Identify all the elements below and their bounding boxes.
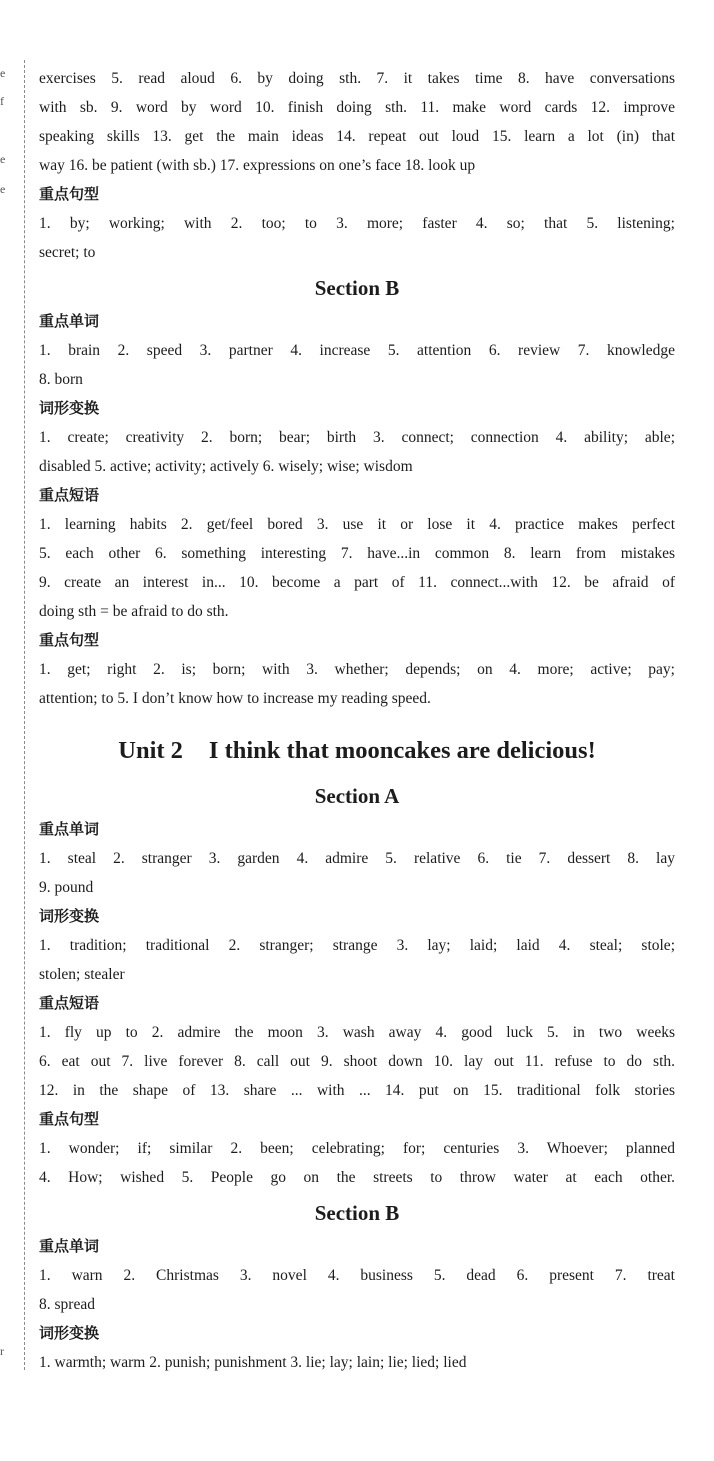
margin-mark: f — [0, 94, 4, 108]
sentences-label: 重点句型 — [39, 631, 100, 649]
unit-number: Unit 2 — [118, 737, 183, 764]
text-line: 1. get; right 2. is; born; with 3. whether; depends; on 4. more; active; pay; — [39, 661, 675, 678]
text-line: 1. by; working; with 2. too; to 3. more; faster 4. so; that 5. listening; — [39, 215, 675, 232]
margin-mark: r — [0, 1344, 4, 1358]
text-line: way 16. be patient (with sb.) 17. expressions on one’s face 18. look up — [39, 157, 476, 174]
phrases-label: 重点短语 — [39, 486, 100, 504]
sentences-label: 重点句型 — [39, 1110, 100, 1128]
words-label: 重点单词 — [39, 312, 100, 330]
section-heading: Section B — [314, 276, 400, 300]
text-line: with sb. 9. word by word 10. finish doing sth. 11. make word cards 12. improve — [39, 99, 675, 116]
margin-mark: e — [0, 182, 6, 196]
text-line: 1. brain 2. speed 3. partner 4. increase 5. attention 6. review 7. knowledge — [39, 342, 675, 359]
margin-mark: e — [0, 152, 6, 166]
unit-name: I think that mooncakes are delicious! — [208, 737, 596, 764]
text-line: disabled 5. active; activity; actively 6. wisely; wise; wisdom — [39, 458, 413, 475]
text-line: 1. learning habits 2. get/feel bored 3. use it or lose it 4. practice makes perfect — [39, 516, 675, 533]
text-line: 9. create an interest in... 10. become a part of 11. connect...with 12. be afraid of — [39, 574, 675, 591]
text-line: doing sth = be afraid to do sth. — [39, 603, 229, 620]
text-line: 1. create; creativity 2. born; bear; birth 3. connect; connection 4. ability; able; — [39, 429, 675, 446]
text-line: 8. spread — [39, 1296, 95, 1313]
text-line: secret; to — [39, 244, 96, 261]
text-line: 5. each other 6. something interesting 7. have...in common 8. learn from mistakes — [39, 545, 675, 562]
text-line: 8. born — [39, 371, 83, 388]
words-label: 重点单词 — [39, 1237, 100, 1255]
margin-mark: e — [0, 66, 6, 80]
text-line: speaking skills 13. get the main ideas 14. repeat out loud 15. learn a lot (in) that — [39, 128, 675, 145]
section-heading: Section A — [314, 784, 400, 808]
words-label: 重点单词 — [39, 820, 100, 838]
text-line: exercises 5. read aloud 6. by doing sth. 7. it takes time 8. have conversations — [39, 70, 675, 87]
text-line: 1. wonder; if; similar 2. been; celebrating; for; centuries 3. Whoever; planned — [39, 1140, 675, 1157]
sentences-label: 重点句型 — [39, 185, 100, 203]
section-heading: Section B — [314, 1201, 400, 1225]
binding-margin-line — [24, 60, 25, 1370]
text-line: 9. pound — [39, 879, 94, 896]
text-line: 1. steal 2. stranger 3. garden 4. admire 5. relative 6. tie 7. dessert 8. lay — [39, 850, 675, 867]
forms-label: 词形变换 — [39, 399, 100, 417]
text-line: attention; to 5. I don’t know how to increase my reading speed. — [39, 690, 431, 707]
unit-title — [39, 727, 675, 775]
text-line: 1. warn 2. Christmas 3. novel 4. business 5. dead 6. present 7. treat — [39, 1267, 675, 1284]
text-line: stolen; stealer — [39, 966, 125, 983]
text-line: 4. How; wished 5. People go on the streets to throw water at each other. — [39, 1169, 675, 1186]
forms-label: 词形变换 — [39, 1324, 100, 1342]
answer-key-page — [39, 64, 675, 1377]
phrases-label: 重点短语 — [39, 994, 100, 1012]
forms-label: 词形变换 — [39, 907, 100, 925]
text-line: 1. warmth; warm 2. punish; punishment 3. lie; lay; lain; lie; lied; lied — [39, 1354, 467, 1371]
text-line: 1. fly up to 2. admire the moon 3. wash away 4. good luck 5. in two weeks — [39, 1024, 675, 1041]
text-line: 12. in the shape of 13. share ... with ... 14. put on 15. traditional folk stories — [39, 1082, 675, 1099]
text-line: 1. tradition; traditional 2. stranger; strange 3. lay; laid; laid 4. steal; stole; — [39, 937, 675, 954]
phrases-continued — [39, 64, 675, 180]
text-line: 6. eat out 7. live forever 8. call out 9. shoot down 10. lay out 11. refuse to do sth. — [39, 1053, 675, 1070]
